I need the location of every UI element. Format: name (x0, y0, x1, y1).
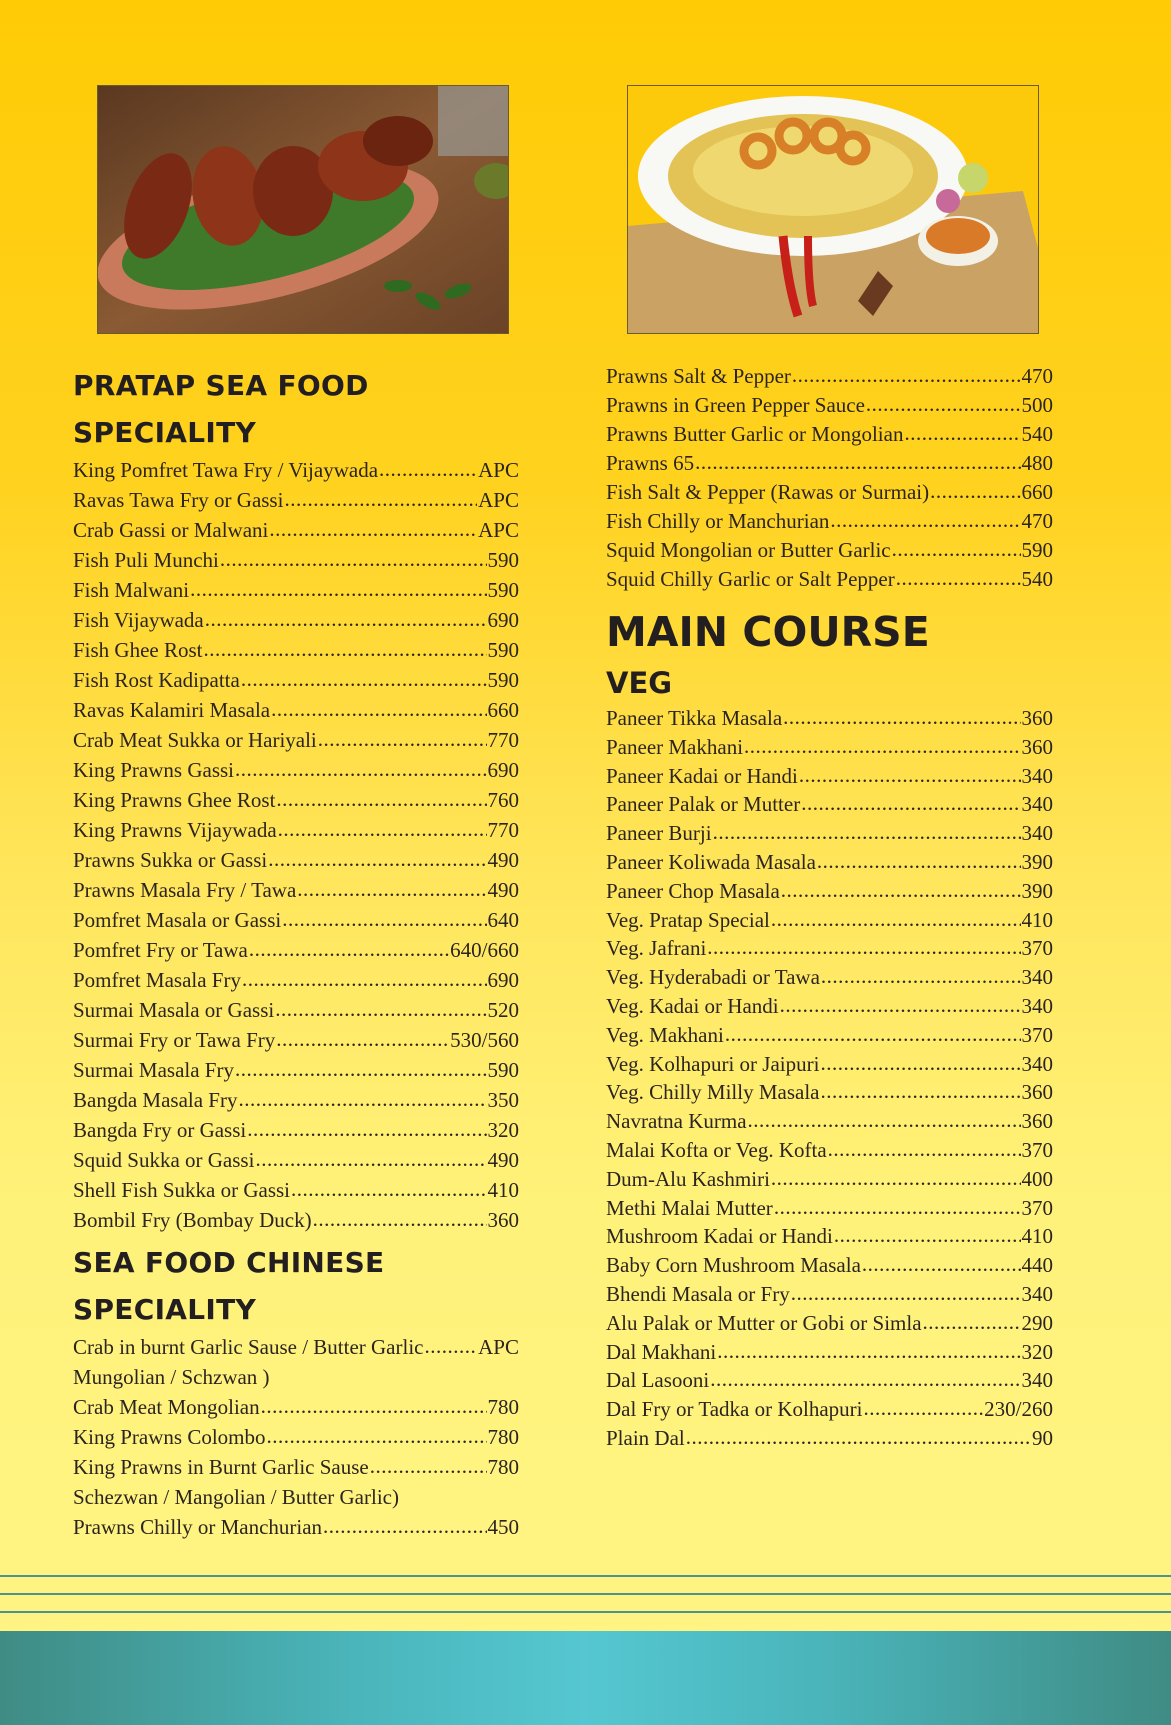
menu-item-price: 390 (1021, 849, 1053, 874)
decorative-stripe (0, 1575, 1171, 1577)
leader-dots (830, 506, 1020, 535)
menu-item-name: Prawns Butter Garlic or Mongolian (606, 422, 904, 446)
menu-item-name: Surmai Masala or Gassi (73, 998, 275, 1022)
leader-dots (284, 484, 477, 514)
menu-item-name: Fish Puli Munchi (73, 548, 219, 572)
leader-dots (791, 1279, 1021, 1308)
menu-item (606, 478, 1053, 507)
menu-item-price: 360 (487, 1208, 519, 1232)
leader-dots (370, 1451, 487, 1481)
menu-item-price: 370 (1021, 1137, 1053, 1162)
left-column (73, 362, 519, 1542)
menu-item-name: Prawns 65 (606, 451, 695, 475)
leader-dots (242, 964, 487, 994)
menu-item-price: 360 (1021, 1080, 1053, 1105)
menu-item-name: Paneer Palak or Mutter (606, 792, 801, 817)
leader-dots (717, 1337, 1020, 1366)
menu-item-price: 640/660 (450, 938, 519, 962)
leader-dots (774, 1193, 1021, 1222)
menu-item (73, 815, 519, 845)
menu-item (606, 420, 1053, 449)
menu-item-name: Alu Palak or Mutter or Gobi or Simla (606, 1310, 922, 1335)
menu-item-price: 590 (487, 668, 519, 692)
menu-item-price: 470 (1021, 364, 1053, 388)
leader-dots (866, 390, 1021, 419)
menu-item (606, 1078, 1053, 1107)
menu-item (73, 1055, 519, 1085)
menu-item-name: Ravas Kalamiri Masala (73, 698, 271, 722)
menu-item-price: 660 (487, 698, 519, 722)
leader-dots (828, 1135, 1021, 1164)
menu-item (73, 545, 519, 575)
menu-item-name: Veg. Kadai or Handi (606, 993, 779, 1018)
menu-item (73, 1145, 519, 1175)
menu-item-name: Pomfret Masala or Gassi (73, 908, 282, 932)
menu-item-name: Veg. Pratap Special (606, 907, 770, 932)
seafood-chinese-title-line2: SPECIALITY (73, 1293, 257, 1326)
leader-dots (241, 664, 487, 694)
menu-item-price: 780 (487, 1425, 519, 1449)
leader-dots (269, 514, 477, 544)
menu-item (606, 362, 1053, 391)
menu-item-price: 490 (487, 1148, 519, 1172)
menu-item (606, 1194, 1053, 1223)
menu-item-name: Paneer Chop Masala (606, 878, 780, 903)
menu-item (606, 1165, 1053, 1194)
menu-item-price: 490 (487, 878, 519, 902)
menu-item-price: 470 (1021, 509, 1053, 533)
menu-item-price: 410 (487, 1178, 519, 1202)
leader-dots (695, 448, 1020, 477)
menu-item (606, 877, 1053, 906)
leader-dots (220, 544, 487, 574)
menu-item-name: Plain Dal (606, 1425, 685, 1450)
menu-item-price: 540 (1021, 422, 1053, 446)
menu-item-name: Malai Kofta or Veg. Kofta (606, 1137, 827, 1162)
menu-item-name: Prawns Chilly or Manchurian (73, 1515, 323, 1539)
menu-item-price: 370 (1021, 1022, 1053, 1047)
seafood-speciality-title-line2: SPECIALITY (73, 416, 257, 449)
leader-dots (379, 454, 477, 484)
menu-item-name: Pomfret Masala Fry (73, 968, 241, 992)
menu-item-price: 780 (487, 1395, 519, 1419)
leader-dots (821, 1077, 1021, 1106)
menu-item-price: 410 (1021, 907, 1053, 932)
menu-item (73, 785, 519, 815)
leader-dots (318, 724, 487, 754)
menu-item-price: 690 (487, 758, 519, 782)
seafood-chinese-continued-list (606, 362, 1053, 594)
menu-item-name: Fish Rost Kadipatta (73, 668, 240, 692)
menu-item (73, 905, 519, 935)
menu-item-name: Bhendi Masala or Fry (606, 1281, 790, 1306)
menu-item-name: Dal Fry or Tadka or Kolhapuri (606, 1397, 863, 1422)
menu-item (606, 1021, 1053, 1050)
menu-item-price: 640 (487, 908, 519, 932)
menu-item-name: Veg. Kolhapuri or Jaipuri (606, 1051, 820, 1076)
menu-item (606, 1338, 1053, 1367)
leader-dots (267, 1421, 487, 1451)
menu-item-price: 400 (1021, 1166, 1053, 1191)
menu-item (606, 1136, 1053, 1165)
decorative-stripe (0, 1593, 1171, 1595)
leader-dots (792, 361, 1021, 390)
menu-item-price: 760 (487, 788, 519, 812)
leader-dots (862, 1250, 1021, 1279)
fried-prawns-illustration (98, 86, 509, 334)
leader-dots (235, 754, 487, 784)
menu-item (73, 485, 519, 515)
menu-item-name: Veg. Hyderabadi or Tawa (606, 965, 820, 990)
menu-item (606, 733, 1053, 762)
menu-item-name: Shell Fish Sukka or Gassi (73, 1178, 291, 1202)
menu-item-price: APC (478, 458, 519, 482)
menu-item-price: 590 (1021, 538, 1053, 562)
menu-item-price: 770 (487, 818, 519, 842)
menu-item (606, 536, 1053, 565)
menu-item (73, 725, 519, 755)
leader-dots (425, 1331, 478, 1361)
menu-item-price: 690 (487, 608, 519, 632)
menu-item-price: APC (478, 1335, 519, 1359)
menu-item-price: 540 (1021, 567, 1053, 591)
menu-item (606, 1424, 1053, 1453)
menu-item-price: 320 (1021, 1339, 1053, 1364)
menu-item-price: 340 (1021, 792, 1053, 817)
menu-item-name: Paneer Makhani (606, 734, 744, 759)
menu-item (606, 704, 1053, 733)
decorative-stripe (0, 1611, 1171, 1613)
menu-item-name: Mushroom Kadai or Handi (606, 1224, 833, 1249)
seafood-speciality-list (73, 455, 519, 1235)
menu-item-name: Fish Malwani (73, 578, 190, 602)
menu-item-price: 590 (487, 578, 519, 602)
menu-item-price: 590 (487, 638, 519, 662)
menu-item-name: Fish Salt & Pepper (Rawas or Surmai) (606, 480, 930, 504)
menu-item-price: 370 (1021, 1195, 1053, 1220)
menu-item (606, 449, 1053, 478)
menu-item-name: Veg. Jafrani (606, 936, 707, 961)
menu-item-price: 370 (1021, 936, 1053, 961)
menu-item (73, 1115, 519, 1145)
menu-item-name: Bombil Fry (Bombay Duck) (73, 1208, 312, 1232)
menu-item (73, 845, 519, 875)
menu-item-name: Ravas Tawa Fry or Gassi (73, 488, 284, 512)
veg-title: VEG (606, 666, 673, 700)
menu-item-price: 530/560 (450, 1028, 519, 1052)
menu-item (73, 1422, 519, 1452)
menu-item (73, 665, 519, 695)
menu-item-name: Pomfret Fry or Tawa (73, 938, 248, 962)
leader-dots (799, 761, 1021, 790)
menu-item-name: Fish Chilly or Manchurian (606, 509, 830, 533)
fried-prawns-photo (97, 85, 509, 334)
leader-dots (930, 477, 1020, 506)
menu-item (606, 762, 1053, 791)
menu-item-price: 340 (1021, 1368, 1053, 1393)
menu-item (73, 695, 519, 725)
menu-item (606, 1280, 1053, 1309)
leader-dots (817, 847, 1021, 876)
menu-item (73, 1332, 519, 1362)
menu-item (606, 819, 1053, 848)
leader-dots (707, 933, 1020, 962)
leader-dots (291, 1174, 486, 1204)
menu-item (73, 635, 519, 665)
menu-item-name: Methi Malai Mutter (606, 1195, 773, 1220)
menu-item (73, 1205, 519, 1235)
leader-dots (313, 1204, 487, 1234)
menu-item-price: 90 (1032, 1425, 1053, 1450)
leader-dots (297, 874, 486, 904)
leader-dots (781, 876, 1021, 905)
menu-item-price: 340 (1021, 1281, 1053, 1306)
leader-dots (205, 604, 487, 634)
menu-item-price: 340 (1021, 821, 1053, 846)
menu-item (73, 995, 519, 1025)
menu-item-price: 360 (1021, 706, 1053, 730)
menu-item (73, 1452, 519, 1482)
menu-item-name: Paneer Kadai or Handi (606, 763, 798, 788)
menu-item-name: Prawns Sukka or Gassi (73, 848, 268, 872)
menu-item-name: King Prawns Gassi (73, 758, 234, 782)
menu-item-price: 450 (487, 1515, 519, 1539)
menu-item-name: Dal Makhani (606, 1339, 717, 1364)
menu-item (73, 1512, 519, 1542)
menu-item-name: Veg. Chilly Milly Masala (606, 1080, 820, 1105)
menu-item-name: Navratna Kurma (606, 1109, 747, 1134)
menu-item-name: Paneer Tikka Masala (606, 706, 783, 730)
menu-item-price: APC (478, 488, 519, 512)
menu-item (606, 1107, 1053, 1136)
menu-item (73, 1175, 519, 1205)
menu-item-name: Paneer Burji (606, 821, 712, 846)
menu-item-name: Fish Vijaywada (73, 608, 204, 632)
seafood-chinese-title-line1: SEA FOOD CHINESE (73, 1246, 385, 1279)
leader-dots (892, 535, 1021, 564)
leader-dots (780, 991, 1021, 1020)
menu-item-name: King Prawns in Burnt Garlic Sause (73, 1455, 369, 1479)
menu-item-name: Surmai Fry or Tawa Fry (73, 1028, 276, 1052)
leader-dots (247, 1114, 486, 1144)
menu-item (73, 455, 519, 485)
menu-item-price: 440 (1021, 1253, 1053, 1278)
veg-list (606, 704, 1053, 1453)
menu-item-name: Dum-Alu Kashmiri (606, 1166, 770, 1191)
menu-item (606, 391, 1053, 420)
menu-item-name: Baby Corn Mushroom Masala (606, 1253, 861, 1278)
menu-item-name: King Prawns Ghee Rost (73, 788, 276, 812)
leader-dots (276, 1024, 449, 1054)
menu-item-name: Dal Lasooni (606, 1368, 710, 1393)
leader-dots (275, 994, 486, 1024)
menu-item-name: Fish Ghee Rost (73, 638, 203, 662)
menu-item-price: 230/260 (984, 1397, 1053, 1422)
menu-item (606, 1251, 1053, 1280)
menu-item (606, 507, 1053, 536)
menu-item-name: Veg. Makhani (606, 1022, 724, 1047)
menu-item-name: Squid Sukka or Gassi (73, 1148, 255, 1172)
menu-item-price: 590 (487, 1058, 519, 1082)
menu-item (73, 1025, 519, 1055)
main-course-title: MAIN COURSE (606, 608, 930, 656)
menu-item-price: 490 (487, 848, 519, 872)
menu-item-note: Mungolian / Schzwan ) (73, 1365, 270, 1389)
leader-dots (235, 1054, 487, 1084)
leader-dots (744, 732, 1020, 761)
leader-dots (276, 784, 486, 814)
menu-item-price: 360 (1021, 734, 1053, 759)
menu-item (73, 875, 519, 905)
menu-item-name: Bangda Masala Fry (73, 1088, 238, 1112)
leader-dots (923, 1308, 1021, 1337)
leader-dots (255, 1144, 486, 1174)
menu-item-name: Squid Chilly Garlic or Salt Pepper (606, 567, 895, 591)
footer-band (0, 1631, 1171, 1725)
leader-dots (864, 1394, 984, 1423)
menu-item (606, 934, 1053, 963)
menu-item-name: Bangda Fry or Gassi (73, 1118, 247, 1142)
seafood-speciality-title-line1: PRATAP SEA FOOD (73, 369, 369, 402)
leader-dots (725, 1020, 1021, 1049)
menu-item (606, 565, 1053, 594)
right-column (606, 362, 1053, 1453)
menu-item (73, 935, 519, 965)
menu-item-price: 520 (487, 998, 519, 1022)
menu-item (606, 1366, 1053, 1395)
menu-item (606, 1309, 1053, 1338)
menu-item (606, 906, 1053, 935)
menu-item-name: Crab Meat Sukka or Hariyali (73, 728, 317, 752)
menu-item (73, 755, 519, 785)
menu-item-name: Crab in burnt Garlic Sause / Butter Garlic (73, 1335, 424, 1359)
menu-item-note: Schezwan / Mangolian / Butter Garlic) (73, 1485, 399, 1509)
menu-item-name: King Prawns Vijaywada (73, 818, 277, 842)
menu-item-name: Prawns Salt & Pepper (606, 364, 791, 388)
leader-dots (820, 1049, 1020, 1078)
menu-item-price: 350 (487, 1088, 519, 1112)
leader-dots (783, 703, 1020, 732)
leader-dots (904, 419, 1020, 448)
menu-item (73, 515, 519, 545)
menu-item-price: 320 (487, 1118, 519, 1142)
leader-dots (238, 1084, 486, 1114)
menu-item-price: 360 (1021, 1109, 1053, 1134)
menu-item-price: 690 (487, 968, 519, 992)
leader-dots (801, 789, 1020, 818)
leader-dots (268, 844, 486, 874)
menu-item-name: Prawns in Green Pepper Sauce (606, 393, 865, 417)
menu-item-name: Surmai Masala Fry (73, 1058, 234, 1082)
menu-item-price: 340 (1021, 965, 1053, 990)
leader-dots (896, 564, 1021, 593)
leader-dots (771, 1164, 1021, 1193)
leader-dots (821, 962, 1021, 991)
menu-item (73, 965, 519, 995)
menu-item-name: Squid Mongolian or Butter Garlic (606, 538, 891, 562)
menu-item-price: 390 (1021, 878, 1053, 903)
menu-item (606, 963, 1053, 992)
leader-dots (278, 814, 487, 844)
leader-dots (282, 904, 486, 934)
menu-item (73, 575, 519, 605)
menu-item-price: 410 (1021, 1224, 1053, 1249)
prawn-biryani-photo (627, 85, 1039, 334)
leader-dots (190, 574, 486, 604)
menu-item-price: 500 (1021, 393, 1053, 417)
menu-item-name: Crab Meat Mongolian (73, 1395, 260, 1419)
leader-dots (834, 1221, 1021, 1250)
menu-item-name: King Prawns Colombo (73, 1425, 266, 1449)
leader-dots (271, 694, 486, 724)
leader-dots (748, 1106, 1021, 1135)
menu-item-name: Crab Gassi or Malwani (73, 518, 269, 542)
leader-dots (323, 1511, 486, 1541)
menu-item (606, 1222, 1053, 1251)
menu-item-name: King Pomfret Tawa Fry / Vijaywada (73, 458, 379, 482)
menu-item (606, 992, 1053, 1021)
leader-dots (713, 818, 1021, 847)
menu-item-price: 290 (1021, 1310, 1053, 1335)
leader-dots (686, 1423, 1031, 1452)
menu-item (73, 1085, 519, 1115)
leader-dots (710, 1365, 1020, 1394)
menu-item (606, 848, 1053, 877)
menu-item-price: 770 (487, 728, 519, 752)
menu-item-price: APC (478, 518, 519, 542)
menu-item (73, 605, 519, 635)
menu-item (73, 1392, 519, 1422)
menu-item-name: Prawns Masala Fry / Tawa (73, 878, 297, 902)
menu-item-name: Paneer Koliwada Masala (606, 849, 816, 874)
menu-item-price: 340 (1021, 993, 1053, 1018)
leader-dots (249, 934, 449, 964)
menu-item-price: 340 (1021, 1051, 1053, 1076)
menu-item (606, 790, 1053, 819)
menu-item-price: 780 (487, 1455, 519, 1479)
prawn-biryani-illustration (628, 86, 1039, 334)
leader-dots (261, 1391, 487, 1421)
menu-item-price: 340 (1021, 763, 1053, 788)
menu-item-price: 660 (1021, 480, 1053, 504)
menu-item (606, 1395, 1053, 1424)
menu-item-price: 590 (487, 548, 519, 572)
leader-dots (204, 634, 487, 664)
leader-dots (771, 905, 1021, 934)
menu-item (606, 1050, 1053, 1079)
menu-item-price: 480 (1021, 451, 1053, 475)
